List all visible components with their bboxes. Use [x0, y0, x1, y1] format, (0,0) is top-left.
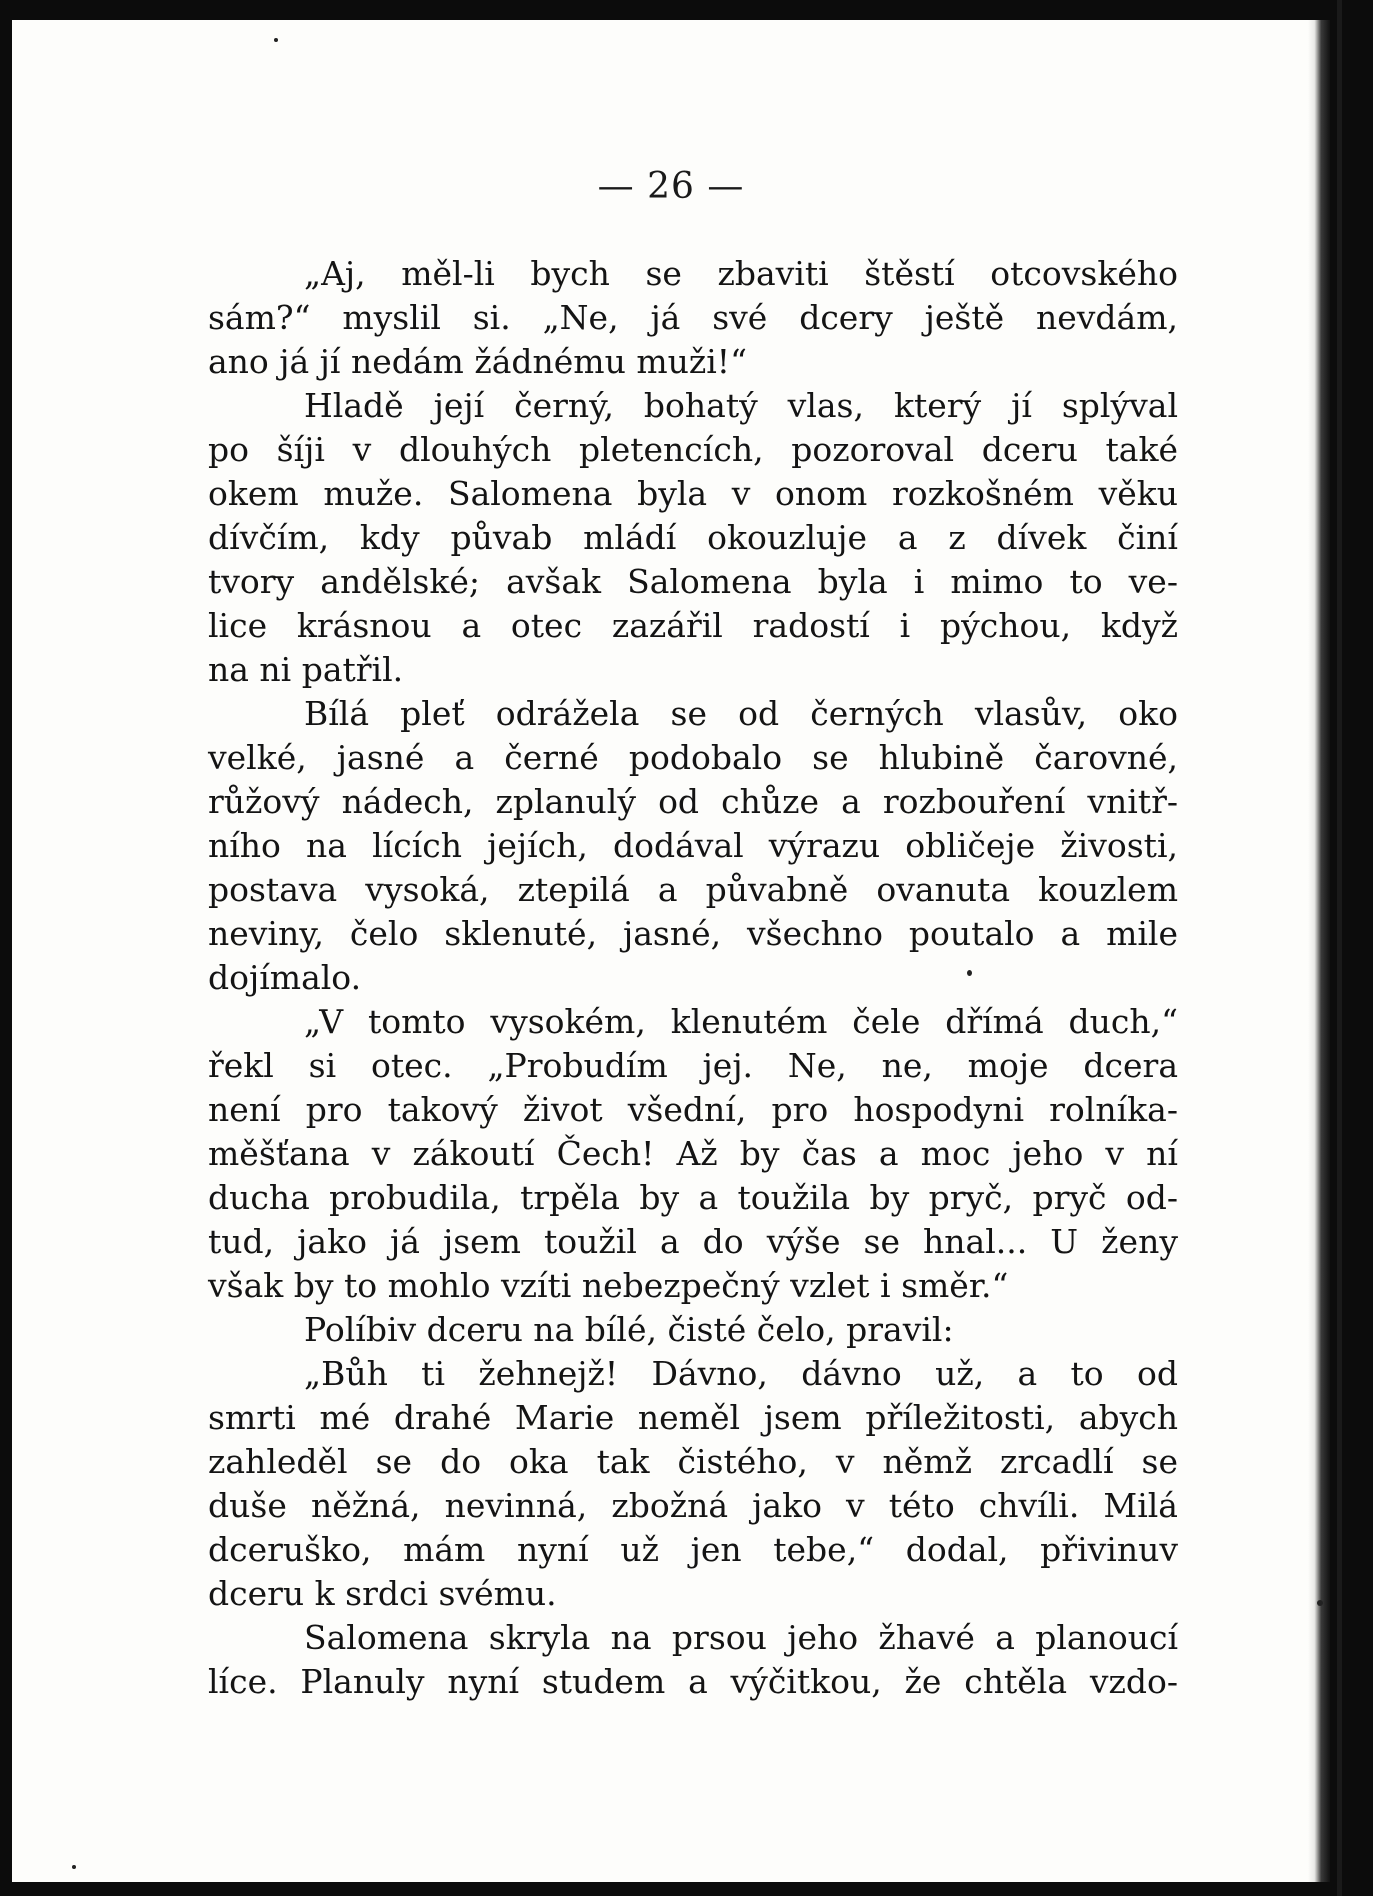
text-line: růžový nádech, zplanulý od chůze a rozbouření vnitř- [208, 782, 1178, 821]
text-line: však by to mohlo vzíti nebezpečný vzlet i směr.“ [208, 1266, 1009, 1305]
paper-speck [274, 38, 278, 42]
book-page [12, 20, 1330, 1882]
text-line: na ni patřil. [208, 650, 404, 689]
text-line: okem muže. Salomena byla v onom rozkošném věku [208, 474, 1178, 513]
text-line: „Bůh ti žehnejž! Dávno, dávno už, a to od [304, 1354, 1178, 1393]
text-line: sám?“ myslil si. „Ne, já své dcery ještě nevdám, [208, 298, 1178, 337]
text-line: dceruško, mám nyní už jen tebe,“ dodal, přivinuv [208, 1530, 1178, 1569]
text-line: ano já jí nedám žádnému muži!“ [208, 342, 747, 381]
text-line: lice krásnou a otec zazářil radostí i pýchou, když [208, 606, 1178, 645]
paper-speck [72, 1865, 76, 1869]
text-line: duše něžná, nevinná, zbožná jako v této chvíli. Milá [208, 1486, 1178, 1525]
text-line: tvory andělské; avšak Salomena byla i mimo to ve- [208, 562, 1178, 601]
text-line: Salomena skryla na prsou jeho žhavé a planoucí [304, 1618, 1178, 1657]
text-line: dojímalo. [208, 958, 362, 997]
text-line: velké, jasné a černé podobalo se hlubině čarovné, [208, 738, 1178, 777]
text-line: po šíji v dlouhých pletencích, pozoroval dceru také [208, 430, 1178, 469]
text-line: líce. Planuly nyní studem a výčitkou, že chtěla vzdo- [208, 1662, 1178, 1701]
text-line: tud, jako já jsem toužil a do výše se hnal... U ženy [208, 1222, 1178, 1261]
text-line: řekl si otec. „Probudím jej. Ne, ne, moje dcera [208, 1046, 1178, 1085]
text-line: smrti mé drahé Marie neměl jsem příležitosti, abych [208, 1398, 1178, 1437]
text-line: ního na lících jejích, dodával výrazu obličeje živosti, [208, 826, 1178, 865]
body-text [208, 252, 1178, 1704]
text-line: měšťana v zákoutí Čech! Až by čas a moc jeho v ní [208, 1134, 1178, 1173]
text-line: zahleděl se do oka tak čistého, v němž zrcadlí se [208, 1442, 1178, 1481]
text-line: dívčím, kdy půvab mládí okouzluje a z dívek činí [208, 518, 1178, 557]
text-line: není pro takový život všední, pro hospodyni rolníka- [208, 1090, 1178, 1129]
paper-speck [967, 970, 972, 976]
text-line: ducha probudila, trpěla by a toužila by pryč, pryč od- [208, 1178, 1178, 1217]
text-line: Hladě její černý, bohatý vlas, který jí splýval [304, 386, 1178, 425]
text-line: dceru k srdci svému. [208, 1574, 557, 1613]
text-line: „Aj, měl-li bych se zbaviti štěstí otcovského [304, 254, 1178, 293]
page-number: — 26 — [597, 166, 745, 207]
text-line: Bílá pleť odrážela se od černých vlasův, oko [304, 694, 1178, 733]
text-line: Políbiv dceru na bílé, čisté čelo, pravil: [304, 1310, 954, 1349]
text-line: postava vysoká, ztepilá a půvabně ovanuta kouzlem [208, 870, 1178, 909]
text-line: „V tomto vysokém, klenutém čele dřímá duch,“ [304, 1002, 1178, 1041]
text-line: neviny, čelo sklenuté, jasné, všechno poutalo a mile [208, 914, 1178, 953]
page-binding-edge [1337, 0, 1342, 1896]
paper-speck [1317, 1600, 1323, 1606]
